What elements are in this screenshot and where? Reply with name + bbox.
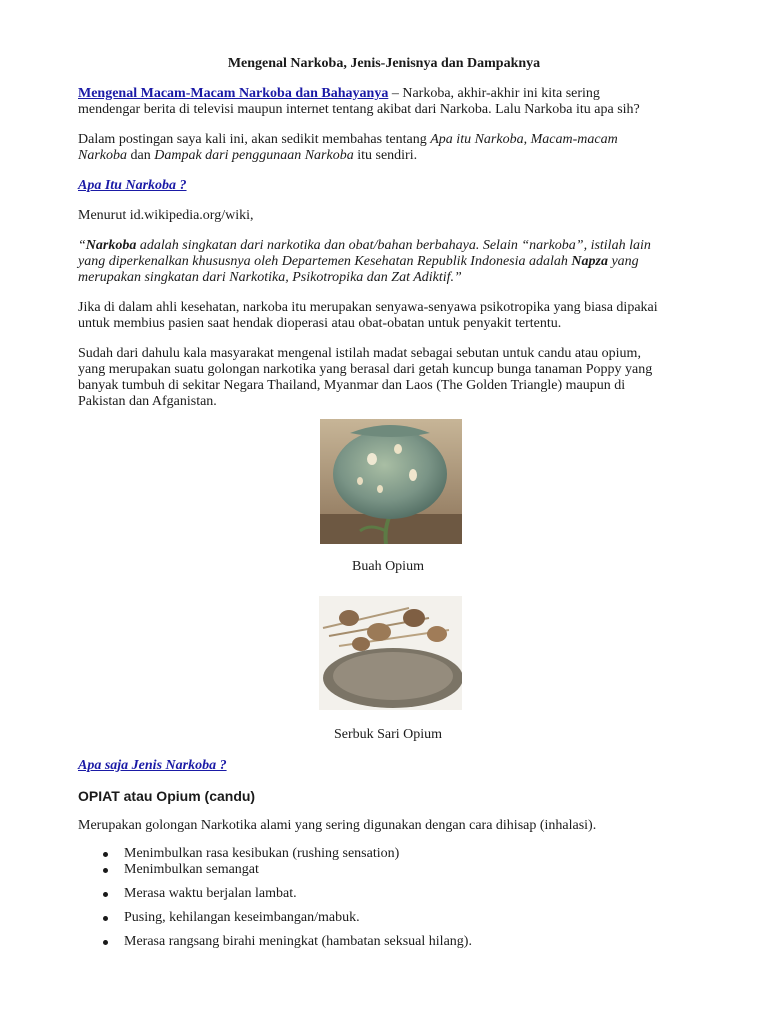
apa-itu-heading: [78, 178, 698, 194]
apa-itu-link[interactable]: Apa Itu Narkoba ?: [78, 178, 187, 193]
jenis-link[interactable]: Apa saja Jenis Narkoba ?: [78, 758, 227, 773]
madat-line4: Pakistan dan Afganistan.: [78, 394, 217, 409]
list-item: Menimbulkan semangat: [78, 862, 678, 878]
quote-line2: yang diperkenalkan khususnya oleh Departemen Kesehatan Republik Indonesia adalah Napza yang: [78, 254, 639, 269]
quote-line1: “Narkoba adalah singkatan dari narkotika dan obat/bahan berbahaya. Selain “narkoba”, istilah lain: [78, 238, 651, 253]
intro-link[interactable]: Mengenal Macam-Macam Narkoba dan Bahayanya: [78, 86, 389, 101]
kesehatan-line2: untuk membius pasien saat hendak dioperasi atau obat-obatan untuk penyakit tertentu.: [78, 316, 562, 331]
bullet-icon: [103, 852, 108, 857]
jenis-heading: [78, 758, 698, 774]
golongan-paragraph: Merupakan golongan Narkotika alami yang sering digunakan dengan cara dihisap (inhalasi).: [78, 818, 597, 833]
madat-line3: banyak tumbuh di sekitar Negara Thailand, Myanmar dan Laos (The Golden Triangle) maupun di: [78, 378, 626, 393]
opiat-heading: OPIAT atau Opium (candu): [78, 788, 256, 804]
list-item: Pusing, kehilangan keseimbangan/mabuk.: [78, 910, 678, 926]
bullet-icon: [103, 916, 108, 921]
opium-seeds-image: [319, 596, 462, 710]
list-item: Menimbulkan rasa kesibukan (rushing sensation): [78, 846, 678, 862]
postingan-paragraph-line2: Narkoba dan Dampak dari penggunaan Narkoba itu sendiri.: [78, 148, 418, 163]
bullet-icon: [103, 940, 108, 945]
intro-paragraph-line2: mendengar berita di televisi maupun internet tentang akibat dari Narkoba. Lalu Narkoba itu apa sih?: [78, 102, 640, 117]
list-item: Merasa rangsang birahi meningkat (hambatan seksual hilang).: [78, 934, 678, 950]
postingan-paragraph: Dalam postingan saya kali ini, akan sedikit membahas tentang Apa itu Narkoba, Macam-macam: [78, 132, 618, 147]
page-title: Mengenal Narkoba, Jenis-Jenisnya dan Dampaknya: [227, 56, 541, 71]
menurut-text: Menurut id.wikipedia.org/wiki,: [78, 208, 254, 223]
intro-paragraph: Mengenal Macam-Macam Narkoba dan Bahayanya – Narkoba, akhir-akhir ini kita sering: [78, 86, 600, 101]
list-item: Merasa waktu berjalan lambat.: [78, 886, 678, 902]
bullet-icon: [103, 892, 108, 897]
kesehatan-line1: Jika di dalam ahli kesehatan, narkoba itu merupakan senyawa-senyawa psikotropika yang biasa dipakai: [78, 300, 658, 315]
bullet-icon: [103, 868, 108, 873]
caption-buah-opium: Buah Opium: [352, 559, 424, 574]
opium-pod-image: [320, 419, 462, 544]
caption-serbuk-sari: Serbuk Sari Opium: [333, 727, 443, 742]
quote-line3: merupakan singkatan dari Narkotika, Psikotropika dan Zat Adiktif.”: [78, 270, 462, 285]
madat-line1: Sudah dari dahulu kala masyarakat mengenal istilah madat sebagai sebutan untuk candu atau opium,: [78, 346, 641, 361]
madat-line2: yang merupakan suatu golongan narkotika yang berasal dari getah kuncup bunga tanaman Poppy yang: [78, 362, 653, 377]
effects-list: [78, 846, 678, 950]
